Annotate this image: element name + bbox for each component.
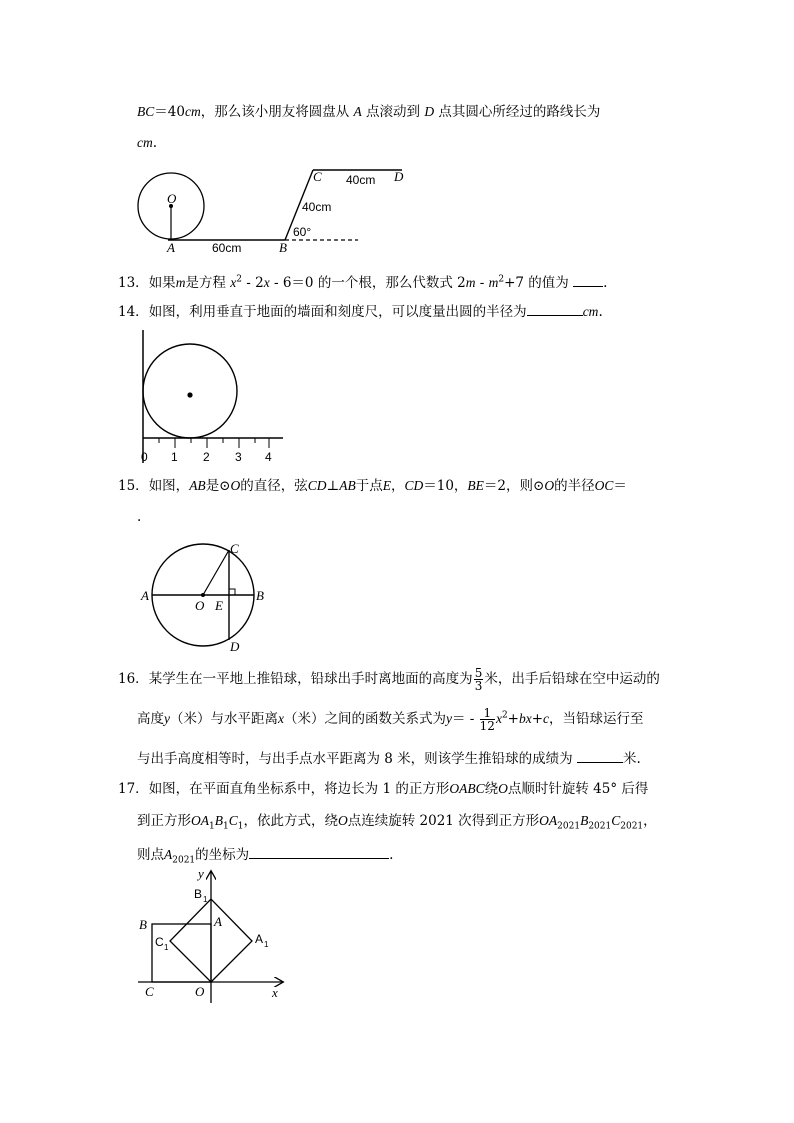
q16-l2a: 高度 [137,711,164,727]
q15-t2: 是⊙ [205,478,231,494]
q14-tick-1: 1 [171,450,178,464]
q17-label-b1: B [194,887,203,901]
q16-l2f: + [531,711,544,727]
q12-a: A [353,104,362,119]
q12-line2-unit: cm [137,135,153,150]
q15-t6: ， [390,478,405,494]
q15-t5: 于点 [355,478,383,494]
q15-label-b: B [256,588,264,603]
q17-o2: O [337,813,348,828]
q15-cd2: CD [404,478,424,493]
q12-eq: ＝40 [154,104,185,120]
q17-sub-a: 2021 [557,821,581,832]
q12-line2-end: . [152,135,158,151]
q13-m3: m [488,275,499,290]
q16-f2-den: 12 [479,719,495,733]
q17-a2021: A [164,847,173,862]
q12-label-bc: 40cm [302,200,332,214]
q17-l2b: ，依此方式，绕 [243,813,338,829]
q16-x2: x [495,711,502,726]
q16-l2g: ，当铅球运行至 [549,711,644,727]
q17-l3b: 的坐标为 [195,847,250,863]
q13-end: . [603,275,608,291]
q14-tick-3: 3 [235,450,242,464]
q12-d: D [424,104,435,119]
q17-label-c1-sub: 1 [164,943,169,952]
q16-number: 16． [118,671,149,687]
q13-t2: 是方程 [185,275,226,291]
q13-t5: - [475,275,489,291]
q17-label-c1: C [155,935,164,949]
q12-mid: 点滚动到 [366,104,421,120]
q13-x: x [230,275,237,290]
q12-label-o: O [167,191,177,206]
q16-f2-num: 1 [480,707,495,720]
q17-line2: 到正方形$OA_1B_1C_1$，依此方式，绕O点连续旋转 2021 次得到正方形$OA_{2021}B_{2021}C_{2021}$， [137,813,657,832]
q13-number: 13． [118,275,149,291]
q15-line2-end: . [137,509,142,525]
q13-line: 13．如果m是方程 $x^2 - 2x - 6=0$ 的一个根，那么代数式 $2m - m^2+7$ 的值为 . [118,272,607,292]
q16-l3end: 米. [622,751,641,767]
q13-m: m [175,275,186,290]
q17-number: 17． [118,781,149,797]
q16-frac-den: 3 [474,679,483,693]
q17-label-y: y [198,866,204,881]
q16-x: x [278,711,284,726]
q17-l2a: 到正方形 [137,813,191,829]
q17-oa1: OA [191,813,209,828]
q17-label-x: x [272,985,278,1000]
q17-t3: 点顺时针旋转 45° 后得 [507,781,649,797]
q15-t7: ＝10， [423,478,468,494]
q12-bc: BC [137,104,155,119]
q14-tick-2: 2 [203,450,210,464]
q15-label-o: O [195,598,205,613]
q15-o2: O [544,478,555,493]
q16-l3: 与出手高度相等时，与出手点水平距离为 8 米，则该学生推铅球的成绩为 [137,751,573,767]
q13-m2: m [465,275,476,290]
q12-label-b: B [279,240,287,255]
q17-l3a: 则点 [137,847,164,863]
q13-t3: - 2 [241,275,264,291]
q13-x2: x [263,275,270,290]
q14-number: 14． [118,304,149,320]
q16-y2: y [446,711,452,726]
q12-label-ab: 60cm [212,241,242,255]
q16-line2: 高度y（米）与水平距离x（米）之间的函数关系式为y＝ - $\frac{1}{12}$ $x^2+bx+c$，当铅球运行至 [137,706,644,733]
q17-label-b: B [139,917,147,932]
q15-e: E [382,478,391,493]
q16-l2c: （米）之间的函数关系式为 [284,711,446,727]
q17-oabc: OABC [449,781,485,796]
q16-t1: 某学生在一平地上推铅球，铅球出手时离地面的高度为 [148,671,473,687]
q17-label-a1: A [255,932,264,946]
q17-o: O [498,781,508,796]
q12-text1: ，那么该小朋友将圆盘从 [200,104,350,120]
q15-label-a: A [141,588,149,603]
q17-label-a1-sub: 1 [264,940,269,949]
q17-label-a: A [214,914,222,929]
q15-t3: 的直径，弦 [240,478,308,494]
q15-o1: O [230,478,241,493]
q16-l2b: （米）与水平距离 [170,711,278,727]
q15-cd: CD [307,478,327,493]
q17-label-o: O [195,984,205,999]
q16-bx: bx [518,711,532,726]
q15-label-d: D [230,639,240,654]
q17-line3: 则点$A_{2021}$的坐标为 . [137,844,393,864]
q13-t6: +7 的值为 [504,275,569,291]
q14-end: . [598,304,603,320]
q12-unit: cm [184,104,201,119]
q17-t2: 绕 [484,781,499,797]
q15-label-c: C [230,541,239,556]
q12-label-cd: 40cm [346,173,376,187]
q12-label-angle: 60° [293,225,312,239]
q12-label-d: D [394,169,404,184]
q17-l2c: 点连续旋转 2021 次得到正方形 [347,813,540,829]
q15-t9: 的半径 [554,478,595,494]
q16-frac-num: 5 [474,666,483,680]
q15-label-e: E [215,598,223,613]
q14-tick-0: 0 [141,450,148,464]
q17-label-c: C [145,984,154,999]
q15-t4: ⊥ [326,478,340,494]
q17-l3end: . [389,847,394,863]
q14-tick-4: 4 [265,450,272,464]
q14-text: 如图，利用垂直于地面的墙面和刻度尺，可以度量出圆的半径为 [148,304,527,320]
q13-t4: - 6＝0 的一个根，那么代数式 2 [269,275,466,291]
q17-oa2021: OA [539,813,558,828]
q12-label-a: A [167,240,175,255]
q16-y: y [164,711,170,726]
q15-be: BE [467,478,484,493]
q12-text2: 点其圆心所经过的路线长为 [438,104,601,120]
q15-t1: 如图， [148,478,190,494]
q15-t8: ＝2，则⊙ [483,478,545,494]
q16-t2: 米，出手后铅球在空中运动的 [484,671,660,687]
q12-label-c: C [313,169,322,184]
q15-ab: AB [189,478,206,493]
q14-unit: cm [582,304,599,319]
q17-t1: 如图，在平面直角坐标系中，将边长为 1 的正方形 [148,781,450,797]
q15-number: 15． [118,478,149,494]
q15-t10: ＝ [613,478,627,494]
q13-t1: 如果 [148,275,176,291]
q17-label-b1-sub: 1 [203,895,208,904]
q16-l2d: ＝ - [452,711,479,727]
q15-oc: OC [594,478,614,493]
q16-c: c [543,711,550,726]
q16-l2e: + [507,711,519,727]
q15-ab2: AB [339,478,356,493]
